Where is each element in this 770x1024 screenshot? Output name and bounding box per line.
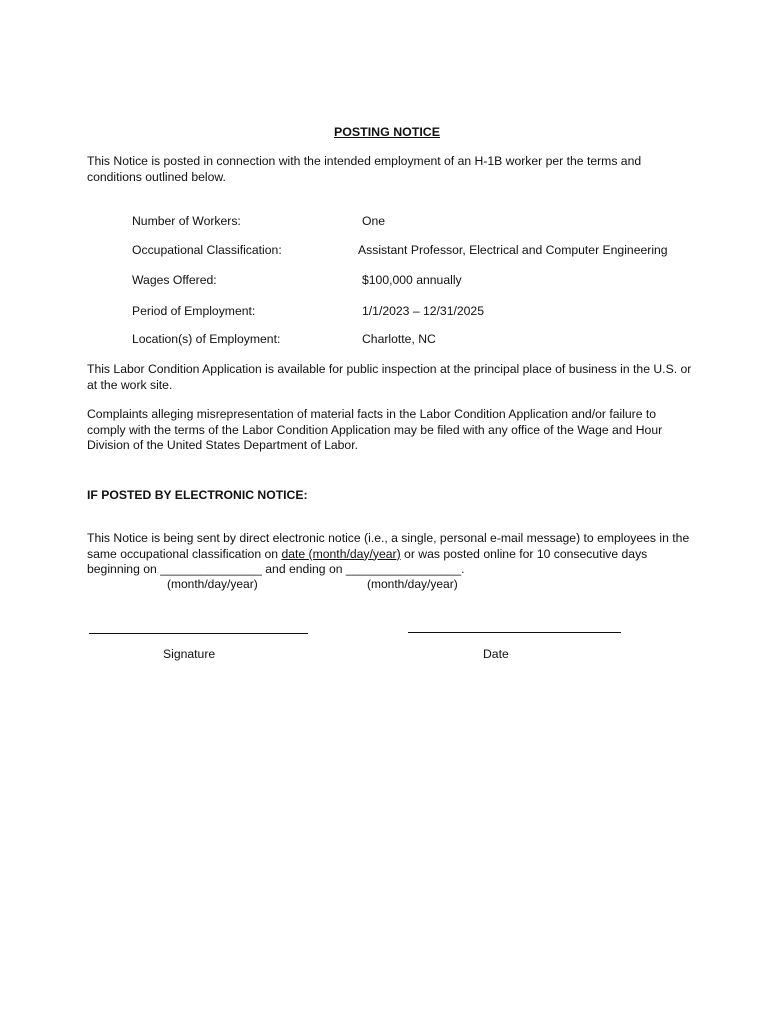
electronic-text-4: . [461, 562, 465, 576]
lca-availability-paragraph: This Labor Condition Application is available for public inspection at the principal place of business in the U.S. or at the work site. [87, 362, 692, 392]
detail-label-location: Location(s) of Employment: [132, 332, 281, 346]
detail-label-period: Period of Employment: [132, 304, 256, 318]
detail-label-classification: Occupational Classification: [132, 243, 282, 257]
page-title: POSTING NOTICE [334, 125, 441, 139]
signature-line[interactable] [89, 633, 308, 634]
signature-label: Signature [163, 647, 216, 661]
detail-value-classification: Assistant Professor, Electrical and Computer Engineering [358, 243, 668, 257]
date-link[interactable]: date (month/day/year) [281, 546, 401, 561]
detail-value-wages: $100,000 annually [362, 273, 462, 287]
date-line[interactable] [408, 632, 621, 633]
detail-label-wages: Wages Offered: [132, 273, 217, 287]
electronic-text-2: or was posted online for 10 consecutive days beginning on [87, 546, 648, 576]
complaints-paragraph: Complaints alleging misrepresentation of material facts in the Labor Condition Application and/or failure to comply with the terms of the Labor Condition Application may be filed with any office of the Wage and Hour Division of the United States Department of Labor. [87, 407, 663, 452]
electronic-notice-heading: IF POSTED BY ELECTRONIC NOTICE: [87, 488, 308, 502]
begin-date-blank[interactable]: _______________ [160, 562, 262, 576]
detail-value-workers: One [362, 214, 386, 228]
electronic-text-3: and ending on [261, 562, 346, 576]
detail-label-workers: Number of Workers: [132, 214, 241, 228]
detail-value-location: Charlotte, NC [362, 332, 436, 346]
electronic-notice-paragraph [87, 531, 702, 578]
date-label: Date [483, 647, 509, 661]
electronic-text-1: This Notice is being sent by direct electronic notice (i.e., a single, personal e-mail message) to employees in the same occupational classification on [87, 531, 690, 561]
intro-paragraph: This Notice is posted in connection with the intended employment of an H-1B worker per the terms and conditions outlined below. [87, 154, 642, 184]
end-date-blank[interactable]: _________________ [345, 562, 462, 576]
begin-date-hint: (month/day/year) [167, 577, 258, 591]
detail-value-period: 1/1/2023 – 12/31/2025 [362, 304, 484, 318]
end-date-hint: (month/day/year) [367, 577, 458, 591]
